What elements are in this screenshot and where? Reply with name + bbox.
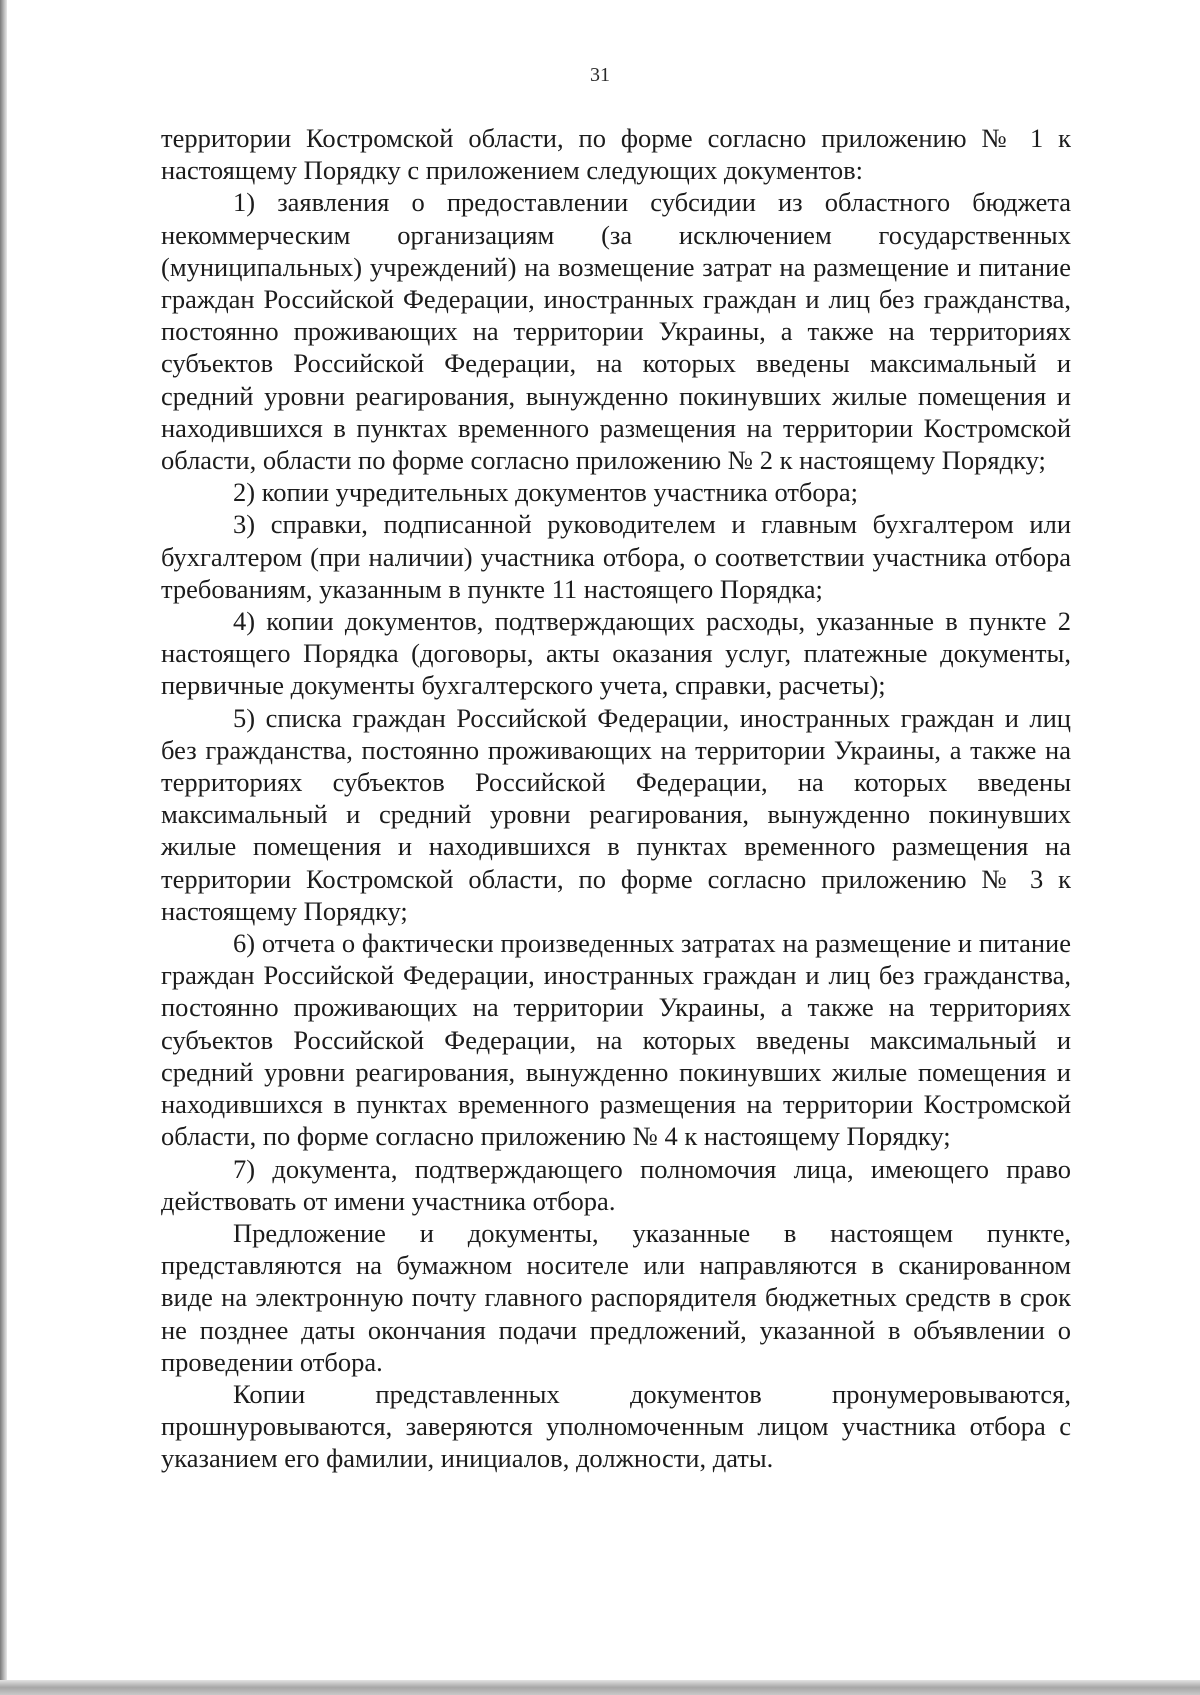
list-item-3: 3) справки, подписанной руководителем и главным бухгалтером или бухгалтером (при наличии) участника отбора, о соответствии участника отбора требованиям, указанным в пункте 11 настоящего Порядка; <box>161 509 1071 604</box>
scan-bottom-edge <box>0 1680 1200 1695</box>
list-item-2: 2) копии учредительных документов участника отбора; <box>233 477 859 508</box>
document-body <box>161 122 1071 1475</box>
paragraph-submission: Предложение и документы, указанные в настоящем пункте, представляются на бумажном носителе или направляются в сканированном виде на электронную почту главного распорядителя бюджетных средств в срок не позднее даты окончания подачи предложений, указанной в объявлении о проведении отбора. <box>161 1217 1071 1377</box>
paragraph-copies: Копии представленных документов пронумеровываются, прошнуровываются, заверяются уполномоченным лицом участника отбора с указанием его фамилии, инициалов, должности, даты. <box>161 1378 1071 1474</box>
list-item-7: 7) документа, подтверждающего полномочия лица, имеющего право действовать от имени участника отбора. <box>161 1153 1071 1216</box>
list-item-4: 4) копии документов, подтверждающих расходы, указанные в пункте 2 настоящего Порядка (договоры, акты оказания услуг, платежные документы, первичные документы бухгалтерского учета, справки, расчеты); <box>161 606 1071 701</box>
list-item-5: 5) списка граждан Российской Федерации, иностранных граждан и лиц без гражданства, постоянно проживающих на территории Украины, а также на территориях субъектов Российской Федерации, на которых введены максимальный и средний уровни реагирования, вынужденно покинувших жилые помещения и находившихся в пунктах временного размещения на территории Костромской области, по форме согласно приложению № 3 к настоящему Порядку; <box>161 702 1071 926</box>
list-item-1: 1) заявления о предоставлении субсидии из областного бюджета некоммерческим организациям (за исключением государственных (муниципальных) учреждений) на возмещение затрат на размещение и питание граждан Российской Федерации, иностранных граждан и лиц без гражданства, постоянно проживающих на территории Украины, а также на территориях субъектов Российской Федерации, на которых введены максимальный и средний уровни реагирования, вынужденно покинувших жилые помещения и находившихся в пунктах временного размещения на территории Костромской области, области по форме согласно приложению № 2 к настоящему Порядку; <box>161 187 1071 476</box>
scan-left-edge <box>0 0 7 1695</box>
page-number: 31 <box>590 64 610 86</box>
paragraph-continuation: территории Костромской области, по форме согласно приложению № 1 к настоящему Порядку с приложением следующих документов: <box>161 123 1071 186</box>
list-item-6: 6) отчета о фактически произведенных затратах на размещение и питание граждан Российской Федерации, иностранных граждан и лиц без гражданства, постоянно проживающих на территории Украины, а также на территориях субъектов Российской Федерации, на которых введены максимальный и средний уровни реагирования, вынужденно покинувших жилые помещения и находившихся в пунктах временного размещения на территории Костромской области, по форме согласно приложению № 4 к настоящему Порядку; <box>161 928 1071 1152</box>
